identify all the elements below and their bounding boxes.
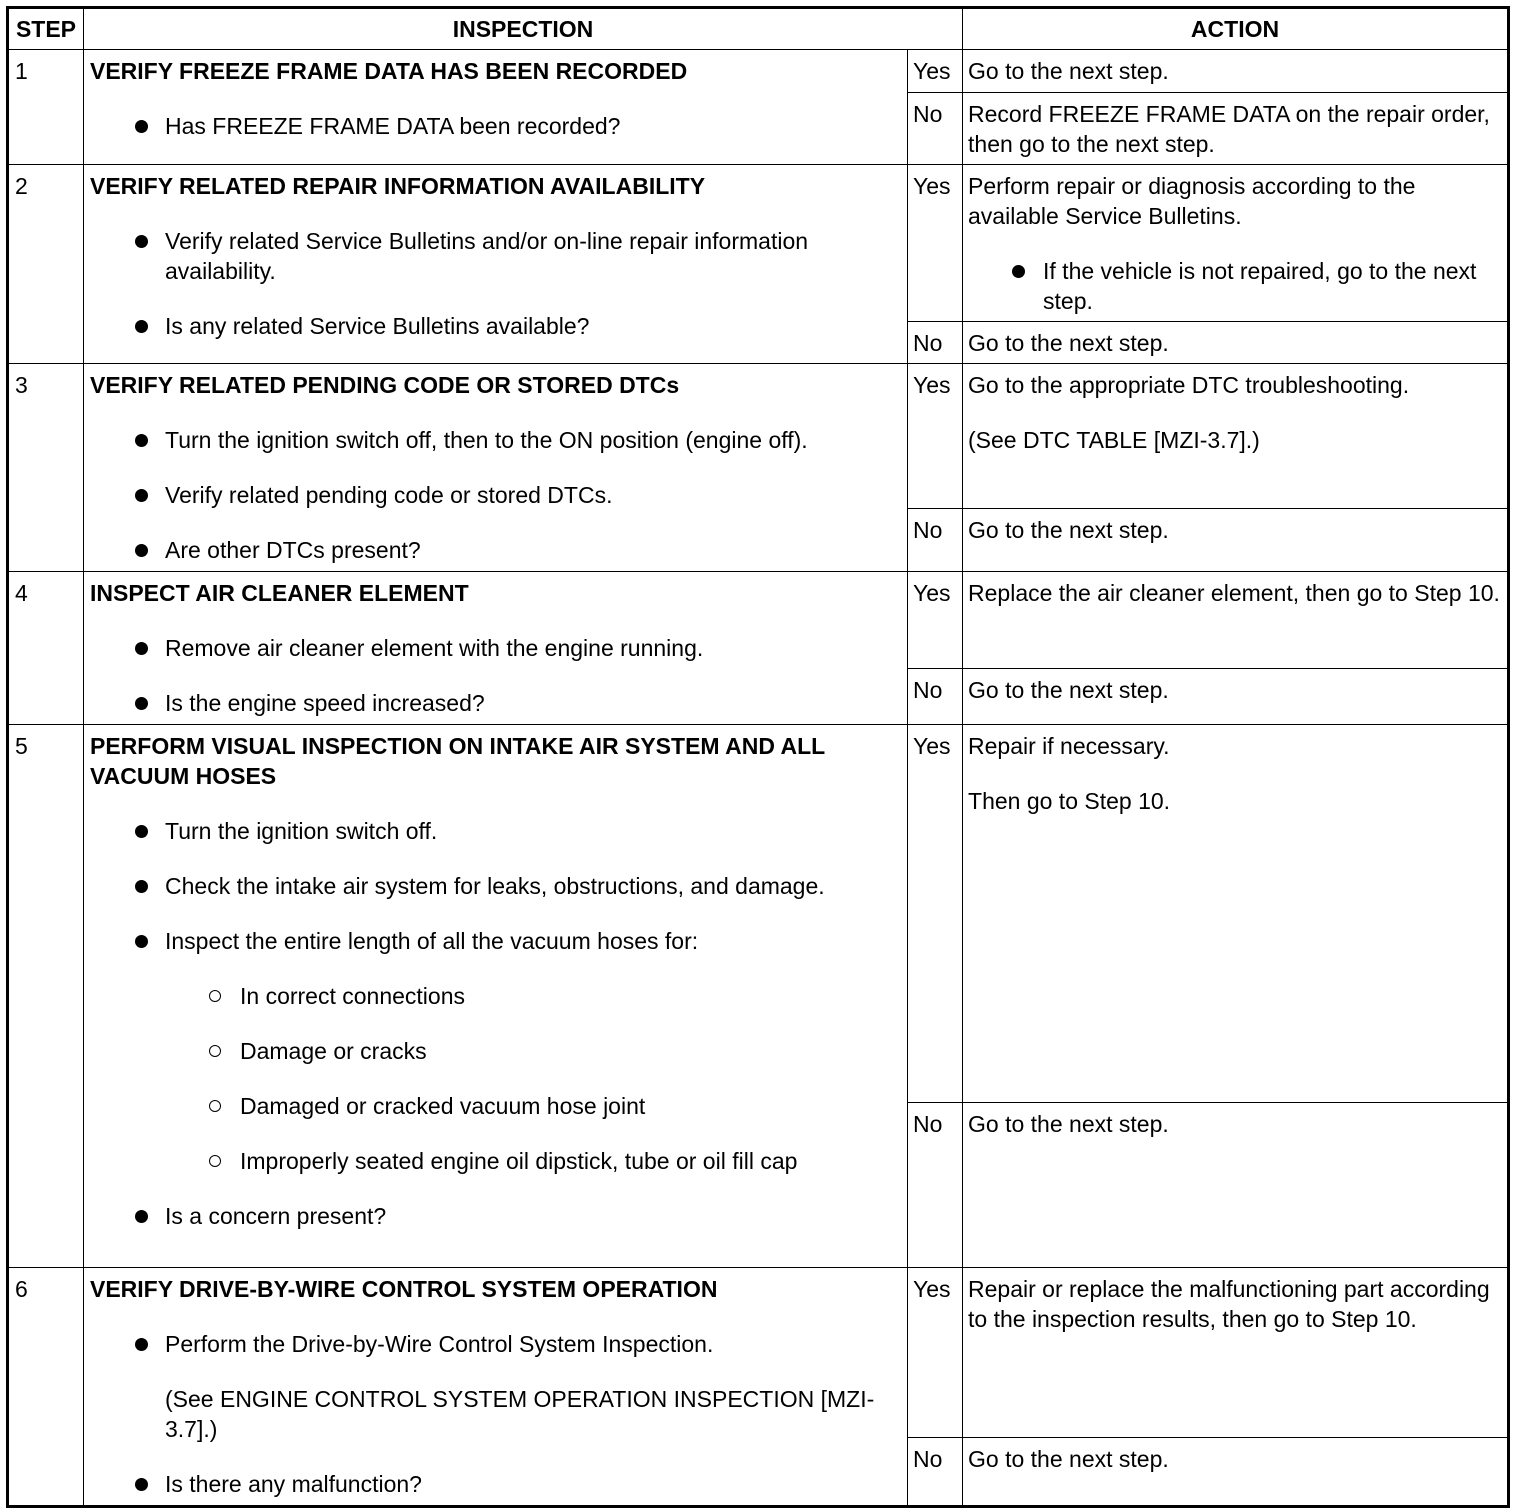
inspection-bullet: Inspect the entire length of all the vacuum hoses for: xyxy=(90,926,899,956)
inspection-sub-bullet: Damaged or cracked vacuum hose joint xyxy=(90,1091,899,1121)
yes-label: Yes xyxy=(908,50,963,93)
yes-action-note: (See DTC TABLE [MZI-3.7].) xyxy=(968,427,1260,453)
no-action-text: Go to the next step. xyxy=(968,676,1169,703)
yes-label: Yes xyxy=(908,1268,963,1438)
no-action xyxy=(963,508,1509,571)
step-inspection xyxy=(84,50,908,165)
inspection-bullet: Is a concern present? xyxy=(90,1201,899,1231)
step-inspection xyxy=(84,1268,908,1507)
yes-action xyxy=(963,364,1509,509)
inspection-sub-bullet: Damage or cracks xyxy=(90,1036,899,1066)
step-number: 6 xyxy=(8,1268,84,1507)
inspection-bullet: Turn the ignition switch off, then to the ON position (engine off). xyxy=(90,425,899,455)
yes-action-text: Perform repair or diagnosis according to the available Service Bulletins. xyxy=(968,173,1416,229)
yes-action-text: Repair if necessary. xyxy=(968,733,1170,759)
step-number: 1 xyxy=(8,50,84,165)
yes-label: Yes xyxy=(908,725,963,1103)
step-4-yes-row xyxy=(8,572,1509,669)
inspection-bullet: Turn the ignition switch off. xyxy=(90,816,899,846)
inspection-bullet: Is there any malfunction? xyxy=(90,1469,899,1499)
inspection-bullet: Has FREEZE FRAME DATA been recorded? xyxy=(90,111,899,141)
step-title: VERIFY RELATED PENDING CODE OR STORED DTCs xyxy=(90,372,680,398)
inspection-bullet: Verify related Service Bulletins and/or on-line repair information availability. xyxy=(90,226,899,286)
no-label: No xyxy=(908,1437,963,1506)
inspection-bullet: Is any related Service Bulletins available? xyxy=(90,311,899,341)
diagnostic-procedure-sheet xyxy=(6,6,1510,1508)
yes-action-bullet: If the vehicle is not repaired, go to the next step. xyxy=(968,256,1501,316)
step-title: VERIFY FREEZE FRAME DATA HAS BEEN RECORDED xyxy=(90,58,688,84)
yes-label: Yes xyxy=(908,364,963,509)
no-action-text: Go to the next step. xyxy=(968,330,1169,356)
step-number: 3 xyxy=(8,364,84,572)
inspection-bullet: Perform the Drive-by-Wire Control System Inspection. xyxy=(90,1329,899,1359)
yes-action-text: Repair or replace the malfunctioning part according to the inspection results, then go to Step 10. xyxy=(968,1276,1490,1332)
step-inspection xyxy=(84,572,908,725)
step-5-yes-row xyxy=(8,725,1509,1103)
no-action-text: Record FREEZE FRAME DATA on the repair order, then go to the next step. xyxy=(968,101,1490,157)
inspection-reference-note: (See ENGINE CONTROL SYSTEM OPERATION INSPECTION [MZI-3.7].) xyxy=(165,1386,875,1442)
step-2-yes-row xyxy=(8,165,1509,322)
no-action-text: Go to the next step. xyxy=(968,1445,1169,1472)
step-title: INSPECT AIR CLEANER ELEMENT xyxy=(90,580,469,606)
inspection-bullet: Remove air cleaner element with the engine running. xyxy=(90,633,899,663)
header-action: ACTION xyxy=(963,8,1509,50)
yes-action xyxy=(963,725,1509,1103)
no-action xyxy=(963,668,1509,724)
step-inspection xyxy=(84,165,908,364)
inspection-bullet: Verify related pending code or stored DTCs. xyxy=(90,480,899,510)
header-row xyxy=(8,8,1509,50)
yes-action xyxy=(963,165,1509,322)
step-title: VERIFY RELATED REPAIR INFORMATION AVAILABILITY xyxy=(90,173,706,199)
yes-action-text: Go to the appropriate DTC troubleshooting. xyxy=(968,372,1410,398)
step-number: 4 xyxy=(8,572,84,725)
yes-action xyxy=(963,50,1509,93)
no-label: No xyxy=(908,508,963,571)
no-action xyxy=(963,1103,1509,1268)
header-step: STEP xyxy=(8,8,84,50)
step-3-yes-row xyxy=(8,364,1509,509)
yes-action xyxy=(963,572,1509,669)
step-number: 5 xyxy=(8,725,84,1268)
step-inspection xyxy=(84,725,908,1268)
inspection-bullet: Is the engine speed increased? xyxy=(90,688,899,718)
yes-label: Yes xyxy=(908,165,963,322)
yes-action xyxy=(963,1268,1509,1438)
step-number: 2 xyxy=(8,165,84,364)
yes-action-text: Go to the next step. xyxy=(968,58,1169,84)
no-label: No xyxy=(908,322,963,364)
step-title: VERIFY DRIVE-BY-WIRE CONTROL SYSTEM OPERATION xyxy=(90,1276,718,1302)
yes-label: Yes xyxy=(908,572,963,669)
inspection-sub-bullet: Improperly seated engine oil dipstick, tube or oil fill cap xyxy=(90,1146,899,1176)
diagnostic-table xyxy=(6,6,1510,1508)
inspection-bullet: Are other DTCs present? xyxy=(90,535,899,565)
inspection-sub-bullet: In correct connections xyxy=(90,981,899,1011)
no-action xyxy=(963,322,1509,364)
no-action xyxy=(963,93,1509,165)
step-1-yes-row xyxy=(8,50,1509,93)
step-title: PERFORM VISUAL INSPECTION ON INTAKE AIR SYSTEM AND ALL VACUUM HOSES xyxy=(90,733,825,789)
yes-action-note: Then go to Step 10. xyxy=(968,788,1171,814)
header-inspection: INSPECTION xyxy=(84,8,963,50)
step-6-yes-row xyxy=(8,1268,1509,1438)
no-label: No xyxy=(908,93,963,165)
no-action xyxy=(963,1437,1509,1506)
no-label: No xyxy=(908,1103,963,1268)
no-action-text: Go to the next step. xyxy=(968,516,1169,543)
no-action-text: Go to the next step. xyxy=(968,1111,1169,1137)
inspection-bullet: Check the intake air system for leaks, obstructions, and damage. xyxy=(90,871,899,901)
no-label: No xyxy=(908,668,963,724)
step-inspection xyxy=(84,364,908,572)
yes-action-text: Replace the air cleaner element, then go to Step 10. xyxy=(968,580,1500,606)
